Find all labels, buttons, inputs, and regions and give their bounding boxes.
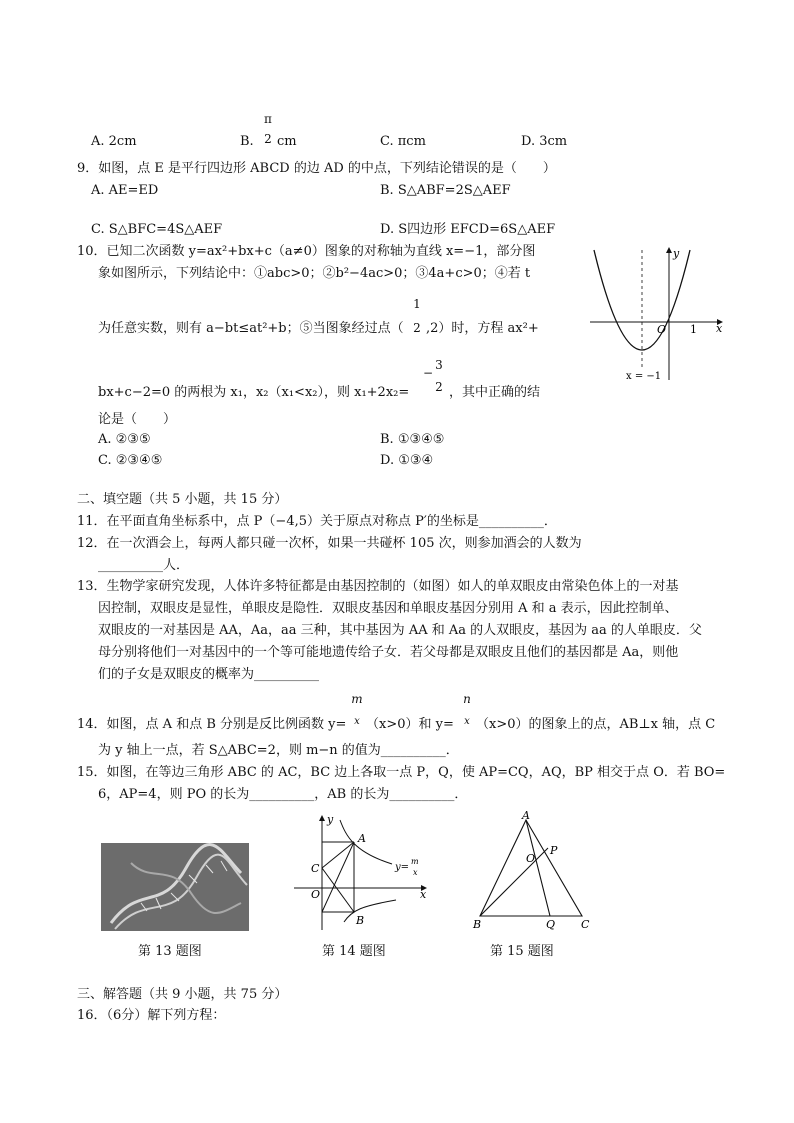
q9-stem: 9．如图，点 E 是平行四边形 ABCD 的边 AD 的中点，下列结论错误的是（ ） — [77, 161, 556, 176]
q13-line4: 母分别将他们一对基因中的一个等可能地遗传给子女．若父母都是双眼皮且他们的基因都是 Aa，则他 — [98, 645, 679, 660]
f15-point-q: Q — [546, 918, 556, 930]
q10-line2: 象如图所示，下列结论中：①abc>0；②b²−4ac>0；③4a+c>0；④若 t — [98, 266, 531, 281]
section-2-heading: 二、填空题（共 5 小题，共 15 分） — [77, 492, 288, 507]
q9-option-d: D. S四边形 EFCD=6S△AEF — [380, 222, 556, 237]
f15-point-c: C — [581, 918, 590, 930]
f14-y-label: y — [327, 813, 334, 826]
q10-line3a: 为任意实数，则有 a−bt≤at²+b；⑤当图象经过点（ — [98, 321, 404, 336]
q8-option-b-prefix: B. — [240, 134, 254, 149]
q10-parabola-graph — [582, 240, 732, 385]
figure-13-caption: 第 13 题图 — [138, 944, 202, 959]
q10-fraction2-sign: − — [423, 366, 434, 380]
f15-point-a: A — [522, 810, 530, 822]
q8-option-c: C. πcm — [380, 134, 426, 149]
q10-line4b: ，其中正确的结 — [449, 385, 541, 400]
figure-15-triangle — [470, 810, 600, 930]
dna-photo — [101, 843, 249, 931]
q12-line1: 12．在一次酒会上，每两人都只碰一次杯，如果一共碰杯 105 次，则参加酒会的人数为 — [77, 536, 582, 551]
q16: 16．（6分）解下列方程： — [77, 1008, 226, 1023]
q14-fraction-n-den: x — [464, 716, 470, 727]
q10-fraction1-denominator: 2 — [413, 321, 421, 335]
q11: 11．在平面直角坐标系中，点 P（−4,5）关于原点对称点 P′的坐标是__________． — [77, 514, 557, 529]
q10-line4a: bx+c−2=0 的两根为 x₁，x₂（x₁<x₂），则 x₁+2x₂= — [98, 385, 410, 400]
q10-line3b: ,2）时，方程 ax²+ — [426, 321, 539, 336]
section-3-heading: 三、解答题（共 9 小题，共 75 分） — [77, 987, 288, 1002]
graph-y-label: y — [673, 247, 680, 260]
f15-point-p: P — [550, 844, 558, 857]
q9-option-a: A. AE=ED — [91, 183, 159, 198]
q14-fraction-n: n — [463, 692, 471, 706]
q14-line1c: （x>0）的图象上的点，AB⊥x 轴，点 C — [476, 717, 716, 732]
f15-point-o: O — [526, 852, 536, 865]
f14-curve-den: x — [413, 868, 418, 877]
q8-option-d: D. 3cm — [521, 134, 568, 149]
segment-cb — [322, 868, 354, 912]
q8-option-b-denominator: 2 — [264, 132, 272, 146]
figure-14-caption: 第 14 题图 — [322, 944, 386, 959]
q14-fraction-m-den: x — [354, 716, 360, 727]
q9-option-c: C. S△BFC=4S△AEF — [91, 222, 223, 237]
graph-origin-label: O — [657, 323, 667, 336]
f15-point-b: B — [473, 918, 482, 930]
q10-fraction2-denominator: 2 — [435, 380, 443, 394]
diagonal — [322, 842, 354, 912]
q10-fraction1-numerator: 1 — [413, 297, 421, 311]
q13-line3: 双眼皮的一对基因是 AA，Aa，aa 三种，其中基因为 AA 和 Aa 的人双眼皮，基因为 aa 的人单眼皮．父 — [98, 623, 702, 638]
f14-origin-label: O — [311, 888, 321, 901]
q10-line5: 论是（ ） — [98, 412, 177, 427]
q10-fraction2-numerator: 3 — [435, 358, 443, 372]
q10-option-b: B. ①③④⑤ — [380, 432, 445, 447]
q12-line2: __________人． — [98, 558, 190, 573]
q13-line5: 们的子女是双眼皮的概率为__________ — [98, 667, 320, 682]
q14-fraction-m: m — [351, 692, 363, 706]
f14-x-label: x — [420, 888, 427, 901]
q10-option-c: C. ②③④⑤ — [98, 453, 163, 468]
q10-option-d: D. ①③④ — [380, 453, 434, 468]
q13-line2: 因控制，双眼皮是显性，单眼皮是隐性．双眼皮基因和单眼皮基因分别用 A 和 a 表示，因此控制单、 — [98, 601, 678, 616]
q10-option-a: A. ②③⑤ — [98, 432, 151, 447]
q13-line1: 13．生物学家研究发现，人体许多特征都是由基因控制的（如图）如人的单双眼皮由常染色体上的一对基 — [77, 579, 679, 594]
q8-option-b-numerator: π — [264, 112, 272, 126]
segment-aq — [526, 820, 550, 916]
figure-15-caption: 第 15 题图 — [490, 944, 554, 959]
q15-line1: 15．如图，在等边三角形 ABC 的 AC，BC 边上各取一点 P，Q，使 AP=CQ，AQ，BP 相交于点 O．若 BO= — [77, 765, 726, 780]
q8-option-b-unit: cm — [277, 134, 297, 149]
lower-hyperbola — [344, 900, 396, 922]
q14-line1a: 14．如图，点 A 和点 B 分别是反比例函数 y= — [77, 717, 347, 732]
segment-bp — [480, 848, 548, 916]
graph-x-label: x — [716, 322, 723, 335]
f14-point-b: B — [356, 914, 365, 927]
f14-point-a: A — [358, 832, 366, 845]
q14-line1b: （x>0）和 y= — [366, 717, 454, 732]
q15-line2: 6，AP=4，则 PO 的长为__________，AB 的长为__________． — [98, 787, 468, 802]
f14-curve-label: y= — [395, 862, 410, 873]
triangle-abc — [480, 820, 582, 916]
f14-curve-num: m — [411, 857, 419, 866]
graph-one-label: 1 — [690, 323, 697, 336]
q10-line1: 10．已知二次函数 y=ax²+bx+c（a≠0）图象的对称轴为直线 x=−1，部分图 — [77, 244, 536, 259]
f14-point-c: C — [311, 862, 320, 875]
figure-14-graph — [292, 812, 432, 937]
segment-ca — [322, 842, 354, 868]
q9-option-b: B. S△ABF=2S△AEF — [380, 183, 511, 198]
q8-option-a: A. 2cm — [91, 134, 137, 149]
q14-line2: 为 y 轴上一点，若 S△ABC=2，则 m−n 的值为__________． — [98, 743, 459, 758]
graph-axis-label: x = −1 — [626, 371, 662, 382]
